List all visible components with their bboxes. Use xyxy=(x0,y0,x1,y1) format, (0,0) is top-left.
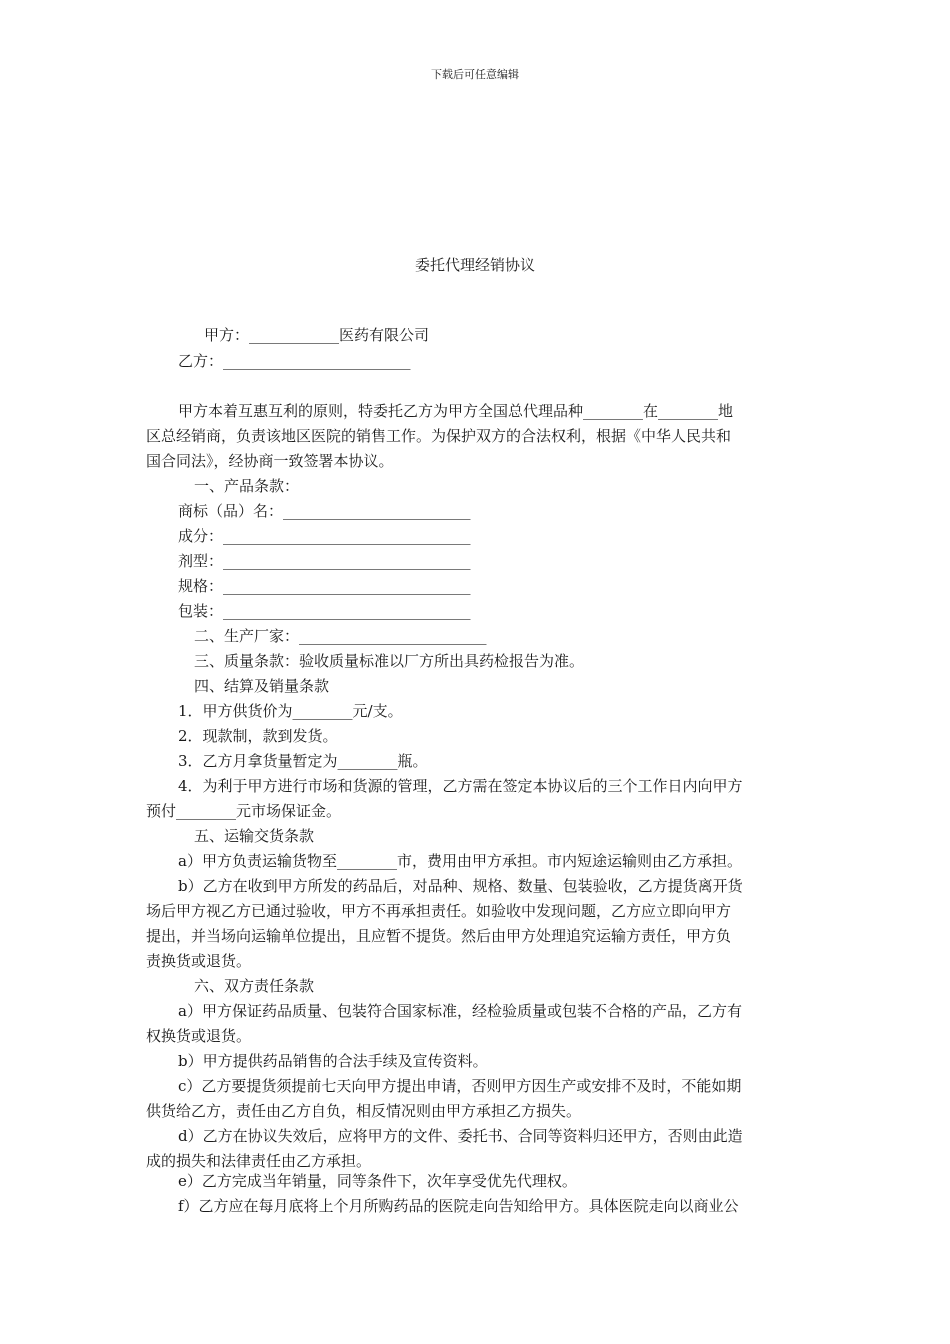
paragraph-line: 提出，并当场向运输单位提出，且应暂不提货。然后由甲方处理追究运输方责任，甲方负 xyxy=(146,927,732,945)
field-brand-name: 商标（品）名：_________________________ xyxy=(178,502,471,520)
paragraph-line: 场后甲方视乙方已通过验收，甲方不再承担责任。如验收中发现问题，乙方应立即向甲方 xyxy=(146,902,732,920)
paragraph-line: 供货给乙方，责任由乙方自负，相反情况则由甲方承担乙方损失。 xyxy=(146,1102,582,1120)
paragraph-line: 权换货或退货。 xyxy=(146,1027,252,1045)
section-6-title: 六、双方责任条款 xyxy=(194,977,315,995)
party-a-line: 甲方：____________医药有限公司 xyxy=(204,326,430,344)
header-note: 下载后可任意编辑 xyxy=(431,68,519,81)
clause-6-e: e）乙方完成当年销量，同等条件下，次年享受优先代理权。 xyxy=(178,1172,577,1190)
clause-4-2: 2．现款制，款到发货。 xyxy=(178,727,338,745)
section-1-title: 一、产品条款： xyxy=(194,477,300,495)
paragraph-line: 甲方本着互惠互利的原则，特委托乙方为甲方全国总代理品种________在________地 xyxy=(178,402,734,420)
paragraph-line: 责换货或退货。 xyxy=(146,952,252,970)
paragraph-line: a）甲方保证药品质量、包装符合国家标准，经检验质量或包装不合格的产品，乙方有 xyxy=(178,1002,742,1020)
document-title: 委托代理经销协议 xyxy=(414,256,535,274)
field-ingredients: 成分：_________________________________ xyxy=(178,527,471,545)
paragraph-line: b）乙方在收到甲方所发的药品后，对品种、规格、数量、包装验收，乙方提货离开货 xyxy=(178,877,743,895)
field-specification: 规格：_________________________________ xyxy=(178,577,471,595)
party-b-line: 乙方：_________________________ xyxy=(178,352,411,370)
section-3-quality: 三、质量条款：验收质量标准以厂方所出具药检报告为准。 xyxy=(194,652,585,670)
section-4-title: 四、结算及销量条款 xyxy=(194,677,330,695)
clause-4-3: 3．乙方月拿货量暂定为________瓶。 xyxy=(178,752,428,770)
paragraph-line: 预付________元市场保证金。 xyxy=(146,802,342,820)
paragraph-line: c）乙方要提货须提前七天向甲方提出申请，否则甲方因生产或安排不及时，不能如期 xyxy=(178,1077,742,1095)
field-dosage-form: 剂型：_________________________________ xyxy=(178,552,471,570)
field-packaging: 包装：_________________________________ xyxy=(178,602,471,620)
paragraph-line: 4．为利于甲方进行市场和货源的管理，乙方需在签定本协议后的三个工作日内向甲方 xyxy=(178,777,743,795)
paragraph-line: 区总经销商，负责该地区医院的销售工作。为保护双方的合法权利，根据《中华人民共和 xyxy=(146,427,732,445)
paragraph-line: d）乙方在协议失效后，应将甲方的文件、委托书、合同等资料归还甲方，否则由此造 xyxy=(178,1127,743,1145)
section-2-manufacturer: 二、生产厂家：_________________________ xyxy=(194,627,487,645)
clause-5-a: a）甲方负责运输货物至________市，费用由甲方承担。市内短途运输则由乙方承担。 xyxy=(178,852,742,870)
paragraph-line: 成的损失和法律责任由乙方承担。 xyxy=(146,1152,372,1170)
clause-6-f: f）乙方应在每月底将上个月所购药品的医院走向告知给甲方。具体医院走向以商业公 xyxy=(178,1197,739,1215)
paragraph-line: 国合同法》，经协商一致签署本协议。 xyxy=(146,452,394,470)
clause-6-b: b）甲方提供药品销售的合法手续及宣传资料。 xyxy=(178,1052,488,1070)
clause-4-1: 1．甲方供货价为________元/支。 xyxy=(178,702,403,720)
section-5-title: 五、运输交货条款 xyxy=(194,827,315,845)
